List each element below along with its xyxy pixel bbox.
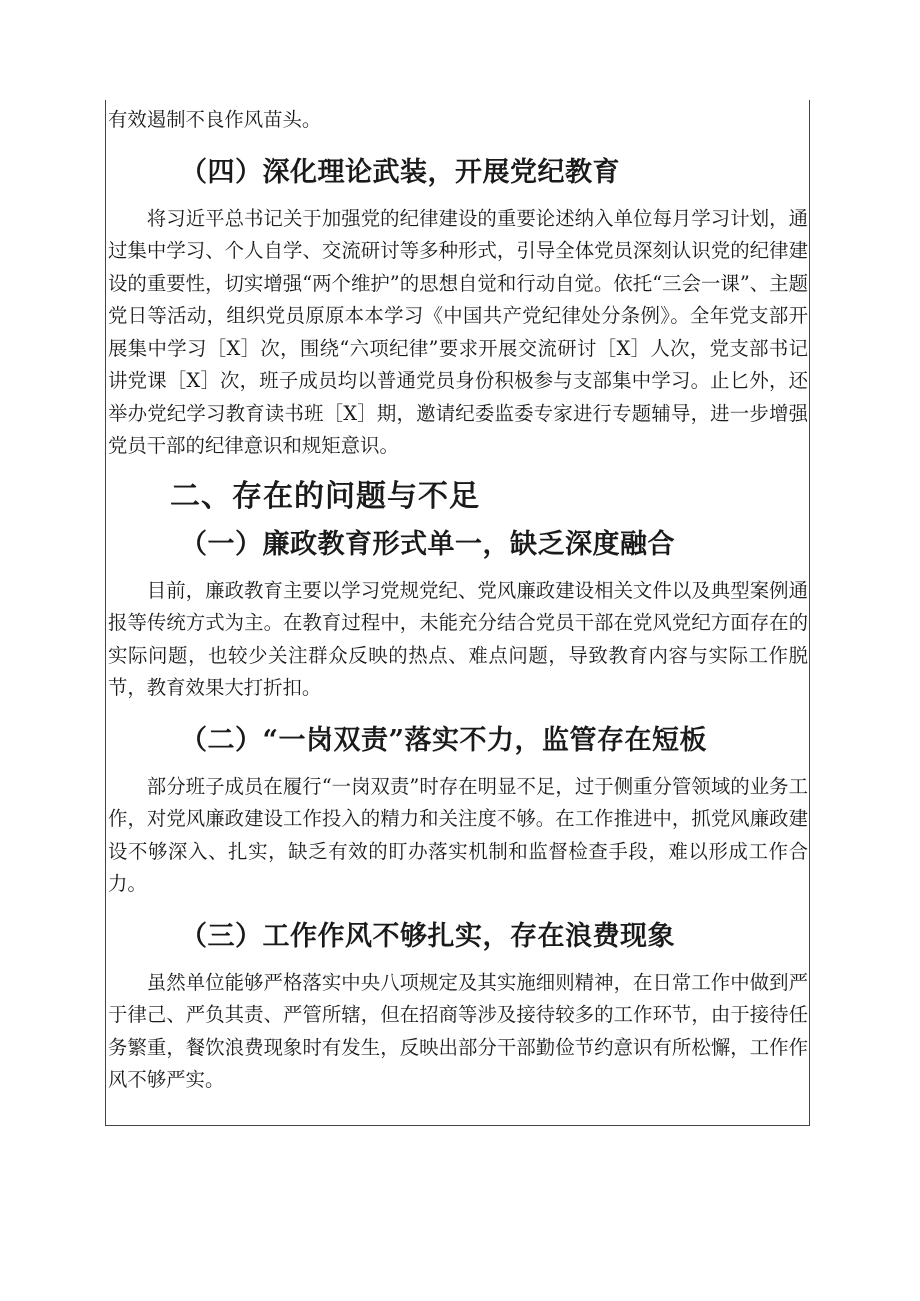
subsection-3-heading: （三）工作作风不够扎实，存在浪费现象	[180, 920, 675, 952]
subsection-3-paragraph: 虽然单位能够严格落实中央八项规定及其实施细则精神，在日常工作中做到严于律己、严负其责、严管所辖，但在招商等涉及接待较多的工作环节，由于接待任务繁重，餐饮浪费现象时有发生，反映出部分干部勤俭节约意识有所松懈，工作作风不够严实。	[108, 970, 808, 1091]
subsection-2-heading: （二）“一岗双责”落实不力，监管存在短板	[180, 724, 708, 756]
section-4-heading: （四）深化理论武装，开展党纪教育	[180, 156, 620, 188]
document-body	[108, 104, 808, 1097]
intro-line: 有效遏制不良作风苗头。	[108, 108, 322, 131]
subsection-2-paragraph: 部分班子成员在履行“一岗双责”时存在明显不足，过于侧重分管领域的业务工作，对党风廉政建设工作投入的精力和关注度不够。在工作推进中，抓党风廉政建设不够深入、扎实，缺乏有效的盯办落实机制和监督检查手段，难以形成工作合力。	[108, 774, 808, 895]
subsection-1-paragraph: 目前，廉政教育主要以学习党规党纪、党风廉政建设相关文件以及典型案例通报等传统方式为主。在教育过程中，未能充分结合党员干部在党风党纪方面存在的实际问题，也较少关注群众反映的热点、难点问题，导致教育内容与实际工作脱节，教育效果大打折扣。	[108, 578, 808, 699]
subsection-1-heading: （一）廉政教育形式单一，缺乏深度融合	[180, 528, 675, 560]
part-2-heading: 二、存在的问题与不足	[170, 478, 480, 514]
section-4-paragraph: 将习近平总书记关于加强党的纪律建设的重要论述纳入单位每月学习计划，通过集中学习、个人自学、交流研讨等多种形式，引导全体党员深刻认识党的纪律建设的重要性，切实增强“两个维护”的思想自觉和行动自觉。依托“三会一课”、主题党日等活动，组织党员原原本本学习《中国共产党纪律处分条例》。全年党支部开展集中学习［X］次，围绕“六项纪律”要求开展交流研讨［X］人次，党支部书记讲党课［X］次，班子成员均以普通党员身份积极参与支部集中学习。止匕外，还举办党纪学习教育读书班［X］期，邀请纪委监委专家进行专题辅导，进一步增强党员干部的纪律意识和规矩意识。	[108, 206, 808, 457]
